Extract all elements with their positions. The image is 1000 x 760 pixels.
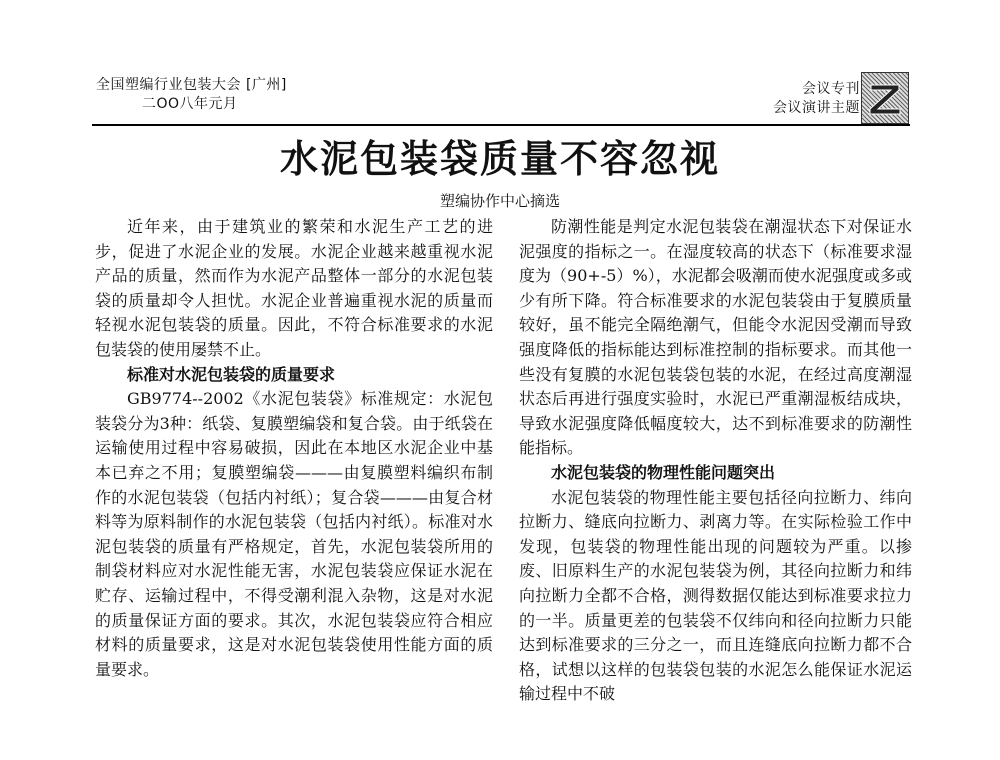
section-heading-standard: 标准对水泥包装袋的质量要求 [127, 364, 336, 384]
journal-logo-icon [861, 72, 909, 124]
article-byline: 塑编协作中心摘选 [439, 192, 560, 210]
moisture-paragraph: 防潮性能是判定水泥包装袋在潮湿状态下对保证水泥强度的指标之一。在湿度较高的状态下（标准要求湿度为（90+-5）%），水泥都会吸潮而使水泥强度或多或少有所下降。符合标准要求的水泥包装袋由于复膜质量较好，虽不能完全隔绝潮气，但能令水泥因受潮而导致强度降低的指标能达到标准控制的指标要求。而其他一些没有复膜的水泥包装袋包装的水泥，在经过高度潮湿状态后再进行强度实验时，水泥已严重潮湿板结成块，导致水泥强度降低幅度较大，达不到标准要求的防潮性能指标。 [519, 217, 912, 458]
section-heading-physical: 水泥包装袋的物理性能问题突出 [551, 462, 776, 482]
right-column [519, 215, 912, 707]
article-title: 水泥包装袋质量不容忽视 [279, 137, 720, 181]
header-divider [92, 124, 910, 126]
intro-paragraph: 近年来，由于建筑业的繁荣和水泥生产工艺的进步，促进了水泥企业的发展。水泥企业越来越重视水泥产品的质量，然而作为水泥产品整体一部分的水泥包装袋的质量却令人担忧。水泥企业普遍重视水泥的质量而轻视水泥包装袋的质量。因此，不符合标准要求的水泥包装袋的使用屡禁不止。 [95, 217, 493, 359]
left-column [95, 215, 493, 682]
special-issue-label: 会议专刊 [802, 81, 860, 97]
conference-name: 全国塑编行业包装大会 [广州] [96, 77, 287, 93]
speech-topic-label: 会议演讲主题 [773, 100, 860, 116]
header-right [773, 80, 860, 118]
physical-paragraph: 水泥包装袋的物理性能主要包括径向拉断力、纬向拉断力、缝底向拉断力、剥离力等。在实际检验工作中发现，包装袋的物理性能出现的问题较为严重。以掺废、旧原料生产的水泥包装袋为例，其径向拉断力和纬向拉断力全都不合格，测得数据仅能达到标准要求拉力的一半。质量更差的包装袋不仅纬向和径向拉断力只能达到标准要求的三分之一，而且连缝底向拉断力都不合格，试想以这样的包装袋包装的水泥怎么能保证水泥运输过程中不破 [519, 487, 912, 704]
standard-paragraph: GB9774--2002《水泥包装袋》标准规定：水泥包装袋分为3种：纸袋、复膜塑编袋和复合袋。由于纸袋在运输使用过程中容易破损，因此在本地区水泥企业中基本已弃之不用；复膜塑编袋———由复膜塑料编织布制作的水泥包装袋（包括内衬纸）；复合袋———由复合材料等为原料制作的水泥包装袋（包括内衬纸）。标准对水泥包装袋的质量有严格规定，首先，水泥包装袋所用的制袋材料应对水泥性能无害，水泥包装袋应保证水泥在贮存、运输过程中，不得受潮利混入杂物，这是对水泥的质量保证方面的要求。其次，水泥包装袋应符合相应材料的质量要求，这是对水泥包装袋使用性能方面的质量要求。 [95, 389, 493, 679]
conference-date: 二OO八年元月 [142, 96, 238, 112]
header-left [96, 76, 287, 114]
